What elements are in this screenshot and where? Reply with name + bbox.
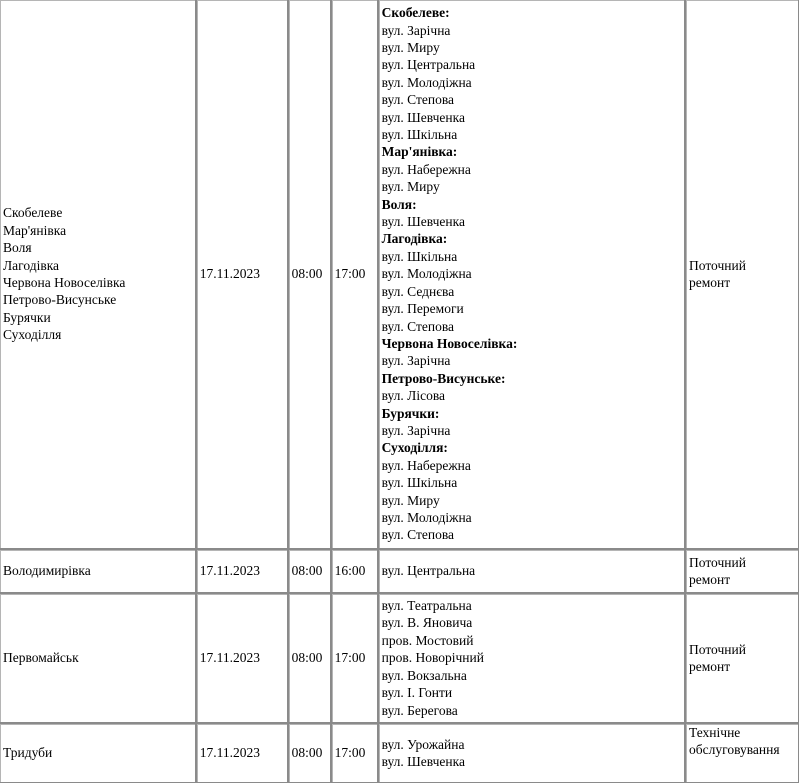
date-cell xyxy=(196,549,288,593)
outage-date: 17.11.2023 xyxy=(199,650,260,666)
outage-date: 17.11.2023 xyxy=(199,745,260,761)
end-time: 17:00 xyxy=(334,650,366,666)
street-name: вул. Центральна xyxy=(381,57,476,73)
street-name: вул. Миру xyxy=(381,179,440,195)
street-name: вул. І. Гонти xyxy=(381,685,453,701)
street-name: вул. Урожайна xyxy=(381,736,465,752)
work-type: Поточний xyxy=(689,257,746,273)
settlement-name: Скобелеве xyxy=(3,205,63,221)
end-time-cell xyxy=(331,723,378,783)
street-name: вул. Берегова xyxy=(381,702,458,718)
street-name: вул. Набережна xyxy=(381,161,471,177)
streets-cell xyxy=(378,549,685,593)
streets-cell xyxy=(378,593,685,723)
street-name: вул. Седнєва xyxy=(381,283,455,299)
settlement-name: Воля xyxy=(3,240,32,256)
street-name: вул. Степова xyxy=(381,318,455,334)
work-type: ремонт xyxy=(689,659,731,674)
street-name: вул. Шевченка xyxy=(381,754,465,769)
settlement-heading: Воля: xyxy=(381,196,417,212)
work-type-cell xyxy=(685,723,799,783)
date-cell xyxy=(196,0,288,549)
end-time-cell xyxy=(331,593,378,723)
settlement-name: Червона Новоселівка xyxy=(3,275,126,290)
end-time: 17:00 xyxy=(334,266,366,282)
settlement-heading: Суходілля: xyxy=(381,440,448,456)
table-row xyxy=(0,723,799,783)
street-name: вул. Центральна xyxy=(381,563,476,579)
street-name: вул. Зарічна xyxy=(381,353,451,369)
street-name: пров. Мостовий xyxy=(381,632,474,648)
settlement-name: Петрово-Висунське xyxy=(3,292,117,308)
settlement-name: Первомайськ xyxy=(3,650,79,666)
street-name: пров. Новорічний xyxy=(381,650,484,666)
work-type-cell xyxy=(685,593,799,723)
street-name: вул. Миру xyxy=(381,40,440,56)
start-time: 08:00 xyxy=(291,266,323,282)
street-name: вул. Лісова xyxy=(381,388,446,404)
start-time-cell xyxy=(288,593,331,723)
settlement-heading: Бурячки: xyxy=(381,405,440,421)
street-name: вул. Шевченка xyxy=(381,109,465,125)
street-name: вул. Степова xyxy=(381,527,455,543)
date-cell xyxy=(196,723,288,783)
end-time: 16:00 xyxy=(334,563,366,579)
street-name: вул. Миру xyxy=(381,492,440,508)
work-type: Технічне xyxy=(689,725,741,740)
settlements-cell xyxy=(0,549,196,593)
work-type: ремонт xyxy=(689,275,731,290)
end-time: 17:00 xyxy=(334,745,366,761)
end-time-cell xyxy=(331,549,378,593)
end-time-cell xyxy=(331,0,378,549)
work-type: обслуговування xyxy=(689,742,780,758)
start-time-cell xyxy=(288,0,331,549)
settlement-name: Мар'янівка xyxy=(3,222,67,238)
outage-date: 17.11.2023 xyxy=(199,563,260,579)
streets-cell xyxy=(378,0,685,549)
table-row xyxy=(0,549,799,593)
settlement-name: Бурячки xyxy=(3,309,51,325)
street-name: вул. Набережна xyxy=(381,457,471,473)
start-time-cell xyxy=(288,723,331,783)
street-name: вул. Молодіжна xyxy=(381,266,472,282)
work-type: Поточний xyxy=(689,554,746,570)
work-type: Поточний xyxy=(689,641,746,657)
settlements-cell xyxy=(0,0,196,549)
settlement-name: Тридуби xyxy=(3,745,53,761)
settlement-heading: Лагодівка: xyxy=(381,231,448,247)
settlements-cell xyxy=(0,723,196,783)
settlement-name: Суходілля xyxy=(3,327,62,343)
street-name: вул. Шкільна xyxy=(381,248,458,264)
settlement-heading: Червона Новоселівка: xyxy=(381,335,518,351)
settlement-name: Лагодівка xyxy=(3,257,60,273)
outage-date: 17.11.2023 xyxy=(199,266,260,282)
start-time: 08:00 xyxy=(291,563,323,579)
street-name: вул. Зарічна xyxy=(381,22,451,38)
street-name: вул. Молодіжна xyxy=(381,509,472,525)
street-name: вул. Степова xyxy=(381,92,455,108)
work-type-cell xyxy=(685,0,799,549)
settlement-heading: Скобелеве: xyxy=(381,5,450,21)
settlements-cell xyxy=(0,593,196,723)
street-name: вул. Шевченка xyxy=(381,214,465,230)
settlement-name: Володимирівка xyxy=(3,563,91,579)
table-row xyxy=(0,593,799,723)
street-name: вул. Театральна xyxy=(381,598,472,614)
start-time: 08:00 xyxy=(291,650,323,666)
start-time: 08:00 xyxy=(291,745,323,761)
streets-cell xyxy=(378,723,685,783)
street-name: вул. Зарічна xyxy=(381,422,451,438)
street-name: вул. Шкільна xyxy=(381,127,458,143)
start-time-cell xyxy=(288,549,331,593)
street-name: вул. В. Яновича xyxy=(381,615,473,631)
settlement-heading: Петрово-Висунське: xyxy=(381,370,506,386)
street-name: вул. Перемоги xyxy=(381,301,464,317)
work-type: ремонт xyxy=(689,572,731,587)
settlement-heading: Мар'янівка: xyxy=(381,144,458,160)
street-name: вул. Молодіжна xyxy=(381,74,472,90)
street-name: вул. Вокзальна xyxy=(381,667,467,683)
work-type-cell xyxy=(685,549,799,593)
date-cell xyxy=(196,593,288,723)
street-name: вул. Шкільна xyxy=(381,475,458,491)
